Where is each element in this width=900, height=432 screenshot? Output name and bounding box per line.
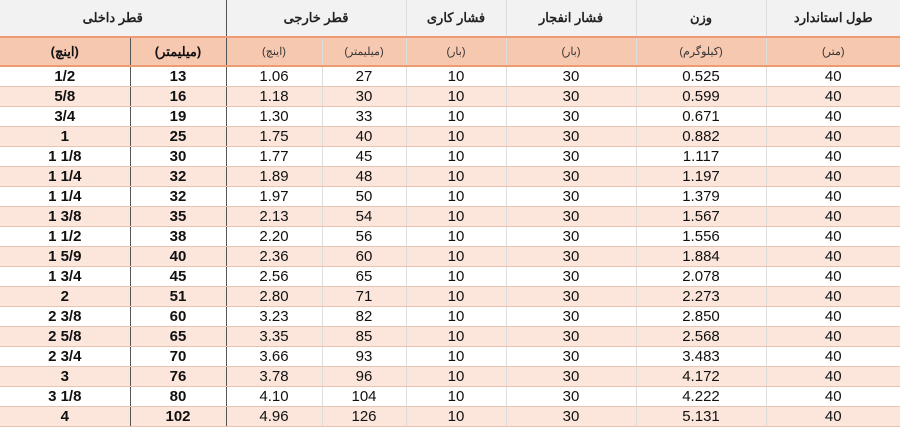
outer-mm-cell: 126 [322,407,406,427]
burst-pressure-cell: 30 [506,387,636,407]
weight-header: وزن [636,0,766,37]
weight-cell: 0.599 [636,87,766,107]
outer-mm-cell: 96 [322,367,406,387]
length-cell: 40 [766,347,900,367]
working-pressure-cell: 10 [406,227,506,247]
burst-pressure-cell: 30 [506,207,636,227]
burst-pressure-cell: 30 [506,327,636,347]
outer-inch-cell: 2.56 [226,267,322,287]
outer-inch-cell: 2.36 [226,247,322,267]
outer-mm-cell: 33 [322,107,406,127]
inner-mm-cell: 30 [130,147,226,167]
table-row [0,287,900,307]
inner-inch-cell: 1 3/4 [0,267,130,287]
weight-cell: 3.483 [636,347,766,367]
length-cell: 40 [766,307,900,327]
table-row [0,87,900,107]
inner-mm-cell: 16 [130,87,226,107]
inner-inch-cell: 3 [0,367,130,387]
outer-inch-unit: (اینچ) [226,37,322,66]
inner-inch-cell: 1 3/8 [0,207,130,227]
working-pressure-cell: 10 [406,127,506,147]
burst-pressure-cell: 30 [506,367,636,387]
burst-pressure-cell: 30 [506,167,636,187]
length-cell: 40 [766,287,900,307]
inner-inch-cell: 2 [0,287,130,307]
inner-mm-unit: (میلیمتر) [130,37,226,66]
table-row [0,167,900,187]
table-row [0,387,900,407]
length-cell: 40 [766,147,900,167]
outer-mm-cell: 104 [322,387,406,407]
inner-inch-cell: 1 1/4 [0,187,130,207]
inner-inch-cell: 3/4 [0,107,130,127]
working-pressure-cell: 10 [406,147,506,167]
outer-mm-cell: 82 [322,307,406,327]
inner-inch-unit: (اینچ) [0,37,130,66]
weight-cell: 1.884 [636,247,766,267]
inner-inch-cell: 1 1/2 [0,227,130,247]
length-cell: 40 [766,187,900,207]
working-pressure-cell: 10 [406,267,506,287]
outer-inch-cell: 1.18 [226,87,322,107]
inner-inch-cell: 5/8 [0,87,130,107]
length-cell: 40 [766,227,900,247]
burst-pressure-cell: 30 [506,127,636,147]
burst-pressure-cell: 30 [506,347,636,367]
inner-mm-cell: 65 [130,327,226,347]
outer-mm-cell: 40 [322,127,406,147]
length-cell: 40 [766,267,900,287]
inner-mm-cell: 70 [130,347,226,367]
weight-kg-unit: (کیلوگرم) [636,37,766,66]
working-pressure-cell: 10 [406,347,506,367]
inner-mm-cell: 38 [130,227,226,247]
weight-cell: 5.131 [636,407,766,427]
working-pressure-cell: 10 [406,107,506,127]
length-cell: 40 [766,207,900,227]
outer-inch-cell: 3.35 [226,327,322,347]
table-row [0,267,900,287]
table-row [0,367,900,387]
burst-pressure-cell: 30 [506,107,636,127]
inner-inch-cell: 1 1/8 [0,147,130,167]
inner-mm-cell: 35 [130,207,226,227]
burst-pressure-cell: 30 [506,66,636,87]
working-bar-unit: (بار) [406,37,506,66]
outer-inch-cell: 3.66 [226,347,322,367]
weight-cell: 2.078 [636,267,766,287]
length-cell: 40 [766,327,900,347]
burst-pressure-cell: 30 [506,247,636,267]
inner-mm-cell: 76 [130,367,226,387]
working-pressure-cell: 10 [406,207,506,227]
inner-mm-cell: 102 [130,407,226,427]
inner-inch-cell: 2 5/8 [0,327,130,347]
outer-inch-cell: 4.10 [226,387,322,407]
burst-pressure-cell: 30 [506,147,636,167]
inner-inch-cell: 2 3/4 [0,347,130,367]
outer-inch-cell: 2.80 [226,287,322,307]
outer-mm-cell: 93 [322,347,406,367]
outer-inch-cell: 4.96 [226,407,322,427]
units-row [0,37,900,66]
length-cell: 40 [766,387,900,407]
weight-cell: 1.379 [636,187,766,207]
table-row [0,247,900,267]
table-row [0,66,900,87]
outer-mm-cell: 48 [322,167,406,187]
inner-mm-cell: 19 [130,107,226,127]
length-cell: 40 [766,407,900,427]
table-row [0,307,900,327]
outer-inch-cell: 1.97 [226,187,322,207]
working-pressure-cell: 10 [406,187,506,207]
table-row [0,127,900,147]
table-row [0,207,900,227]
working-pressure-cell: 10 [406,247,506,267]
burst-pressure-cell: 30 [506,87,636,107]
table-body [0,66,900,427]
inner-mm-cell: 51 [130,287,226,307]
weight-cell: 0.671 [636,107,766,127]
outer-mm-cell: 60 [322,247,406,267]
working-pressure-cell: 10 [406,407,506,427]
outer-inch-cell: 2.20 [226,227,322,247]
length-cell: 40 [766,107,900,127]
outer-diameter-header: قطر خارجی [226,0,406,37]
inner-mm-cell: 60 [130,307,226,327]
burst-pressure-cell: 30 [506,187,636,207]
table-row [0,347,900,367]
working-pressure-header: فشار کاری [406,0,506,37]
burst-pressure-cell: 30 [506,287,636,307]
weight-cell: 1.117 [636,147,766,167]
outer-mm-cell: 71 [322,287,406,307]
inner-mm-cell: 13 [130,66,226,87]
burst-pressure-cell: 30 [506,267,636,287]
working-pressure-cell: 10 [406,167,506,187]
inner-inch-cell: 1 1/4 [0,167,130,187]
inner-inch-cell: 3 1/8 [0,387,130,407]
table-row [0,187,900,207]
weight-cell: 4.172 [636,367,766,387]
length-cell: 40 [766,367,900,387]
inner-mm-cell: 32 [130,167,226,187]
outer-inch-cell: 1.30 [226,107,322,127]
table-row [0,327,900,347]
length-m-unit: (متر) [766,37,900,66]
working-pressure-cell: 10 [406,367,506,387]
weight-cell: 4.222 [636,387,766,407]
inner-inch-cell: 1 [0,127,130,147]
length-cell: 40 [766,127,900,147]
table-row [0,407,900,427]
outer-inch-cell: 1.75 [226,127,322,147]
outer-mm-cell: 27 [322,66,406,87]
outer-mm-unit: (میلیمتر) [322,37,406,66]
working-pressure-cell: 10 [406,387,506,407]
outer-mm-cell: 85 [322,327,406,347]
inner-inch-cell: 1 5/9 [0,247,130,267]
weight-cell: 1.197 [636,167,766,187]
outer-mm-cell: 50 [322,187,406,207]
working-pressure-cell: 10 [406,307,506,327]
length-cell: 40 [766,87,900,107]
weight-cell: 2.273 [636,287,766,307]
inner-mm-cell: 45 [130,267,226,287]
inner-diameter-header: قطر داخلی [0,0,226,37]
weight-cell: 0.882 [636,127,766,147]
burst-pressure-cell: 30 [506,307,636,327]
working-pressure-cell: 10 [406,66,506,87]
weight-cell: 0.525 [636,66,766,87]
length-cell: 40 [766,247,900,267]
outer-mm-cell: 56 [322,227,406,247]
burst-bar-unit: (بار) [506,37,636,66]
working-pressure-cell: 10 [406,87,506,107]
weight-cell: 2.568 [636,327,766,347]
burst-pressure-cell: 30 [506,407,636,427]
outer-inch-cell: 2.13 [226,207,322,227]
outer-inch-cell: 1.89 [226,167,322,187]
outer-mm-cell: 45 [322,147,406,167]
inner-inch-cell: 2 3/8 [0,307,130,327]
outer-inch-cell: 3.23 [226,307,322,327]
header-row [0,0,900,37]
weight-cell: 1.567 [636,207,766,227]
weight-cell: 2.850 [636,307,766,327]
inner-mm-cell: 25 [130,127,226,147]
outer-inch-cell: 1.77 [226,147,322,167]
standard-length-header: طول استاندارد [766,0,900,37]
burst-pressure-header: فشار انفجار [506,0,636,37]
working-pressure-cell: 10 [406,327,506,347]
inner-mm-cell: 40 [130,247,226,267]
outer-mm-cell: 30 [322,87,406,107]
table-row [0,227,900,247]
inner-mm-cell: 80 [130,387,226,407]
table-row [0,147,900,167]
outer-mm-cell: 54 [322,207,406,227]
length-cell: 40 [766,167,900,187]
outer-mm-cell: 65 [322,267,406,287]
burst-pressure-cell: 30 [506,227,636,247]
outer-inch-cell: 3.78 [226,367,322,387]
inner-inch-cell: 1/2 [0,66,130,87]
inner-mm-cell: 32 [130,187,226,207]
inner-inch-cell: 4 [0,407,130,427]
length-cell: 40 [766,66,900,87]
outer-inch-cell: 1.06 [226,66,322,87]
weight-cell: 1.556 [636,227,766,247]
table-row [0,107,900,127]
working-pressure-cell: 10 [406,287,506,307]
